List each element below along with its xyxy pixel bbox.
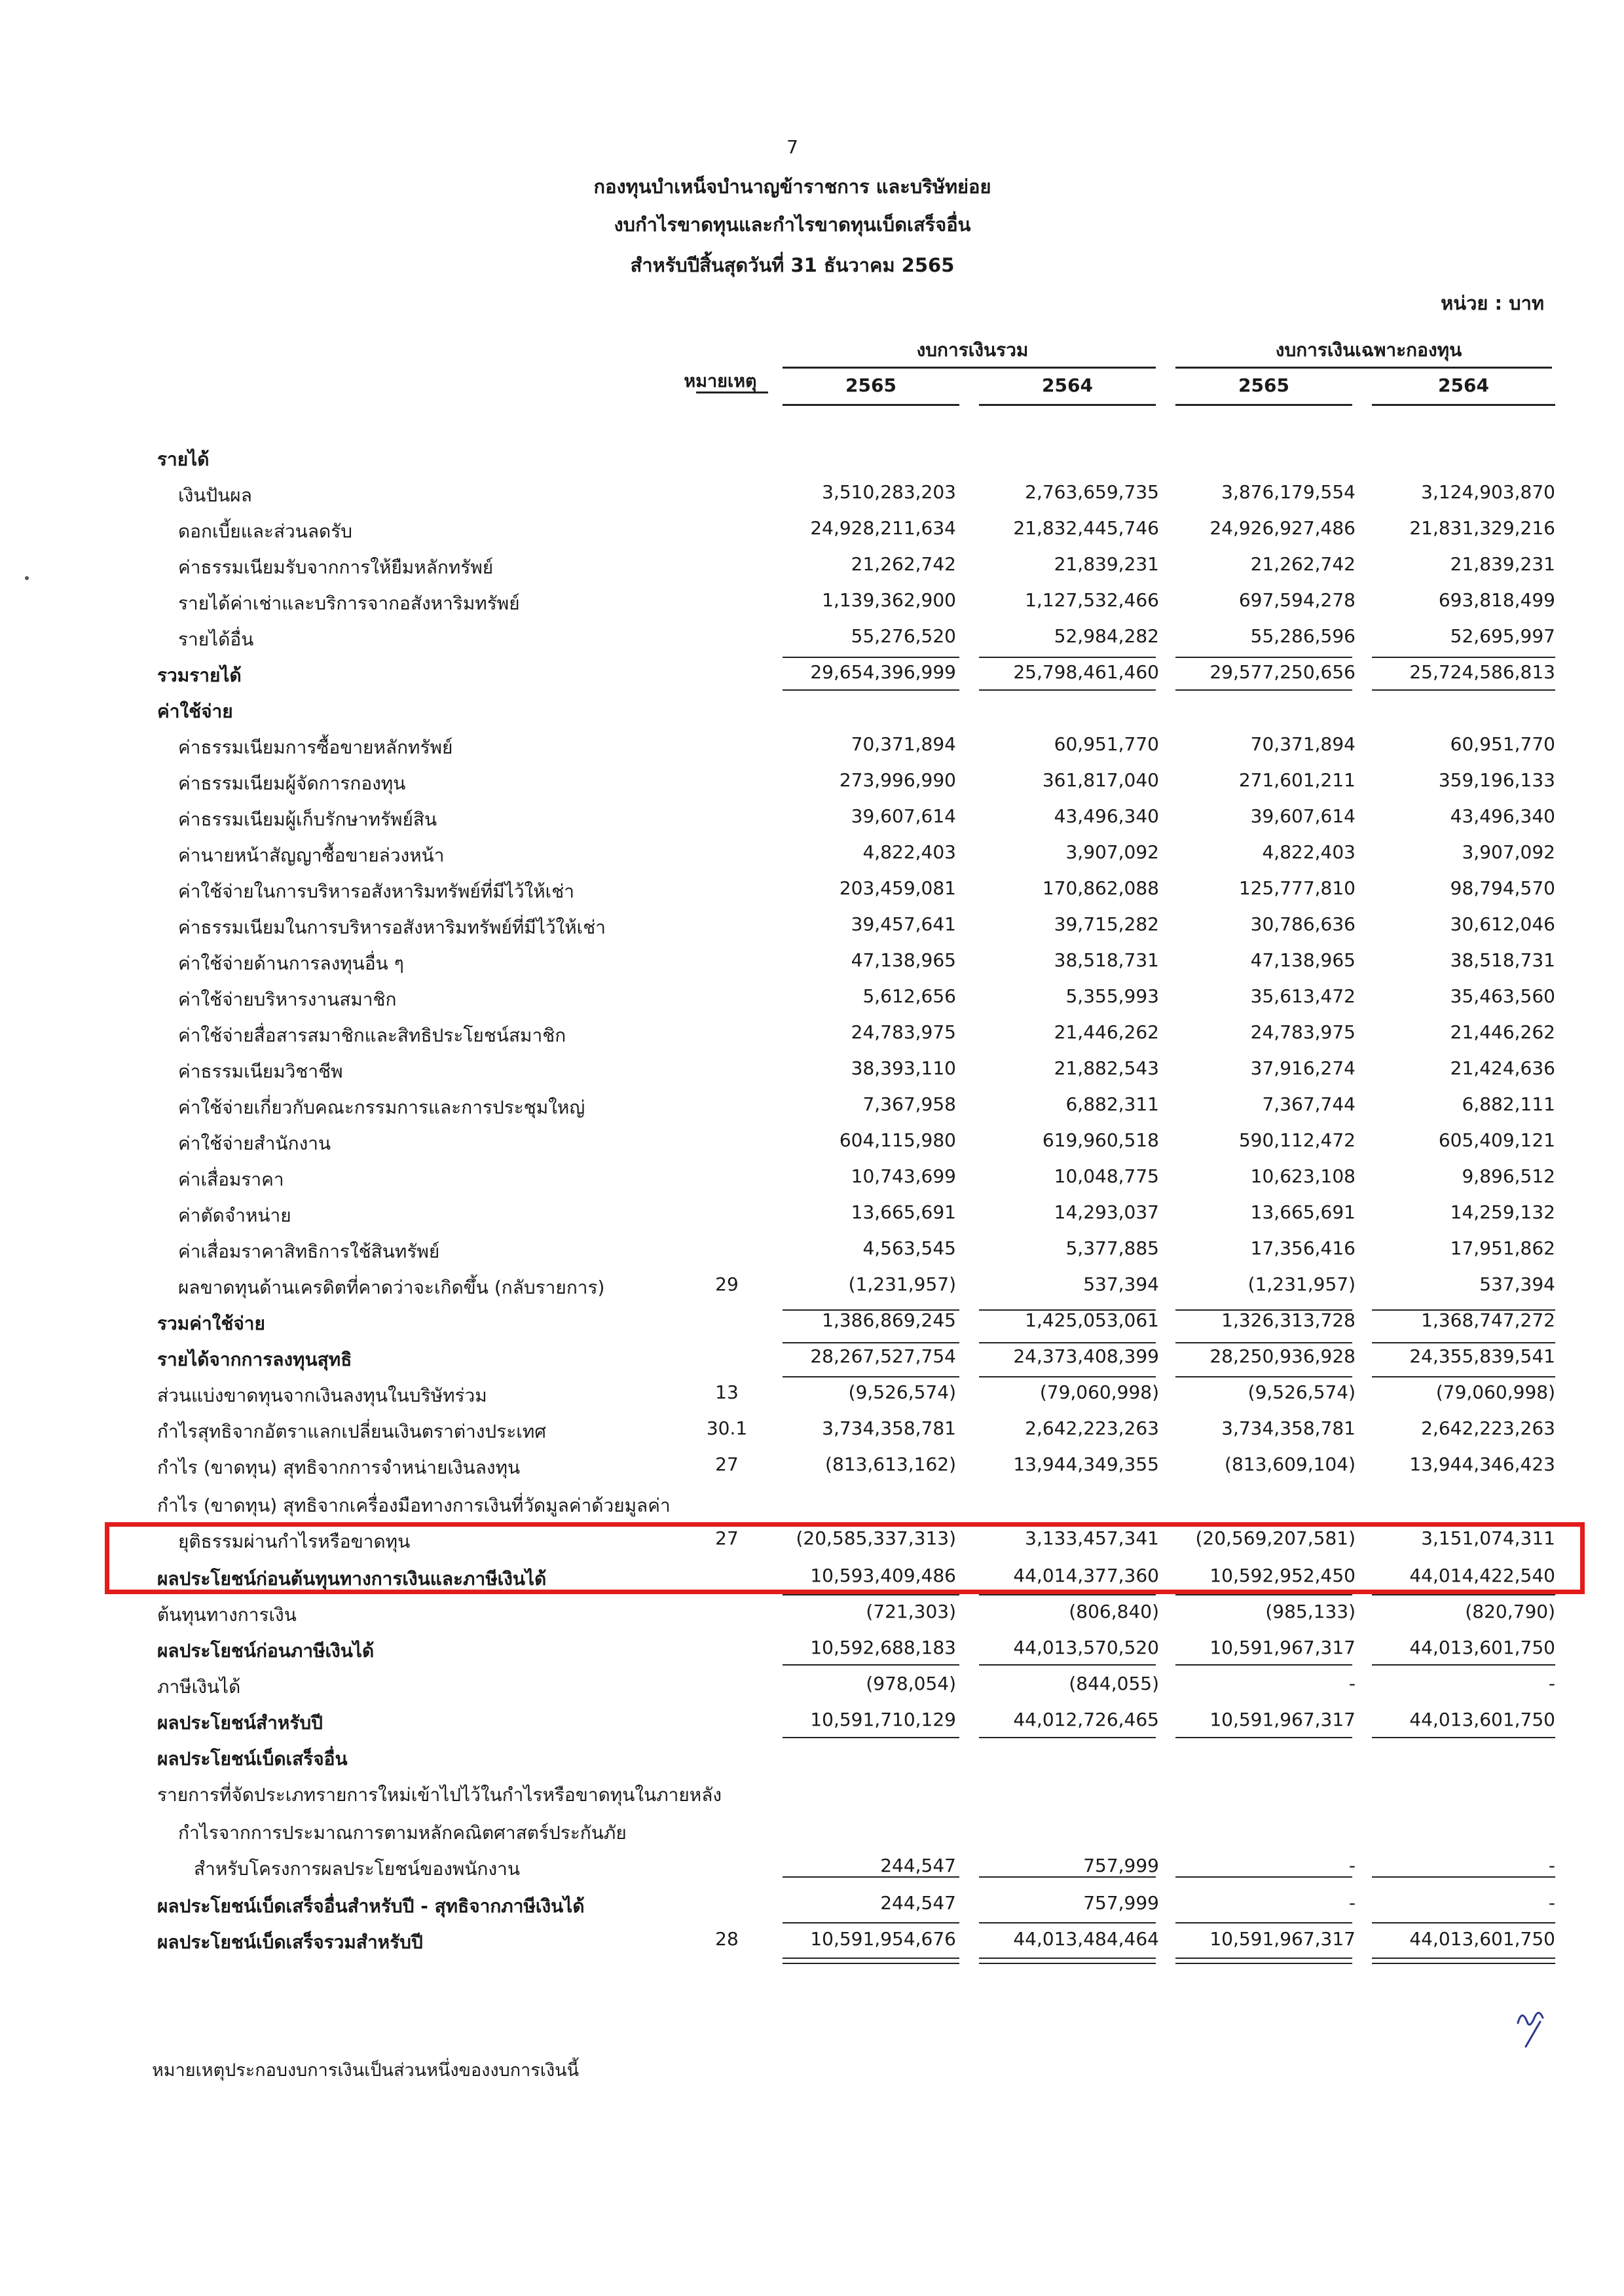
total-rule (1175, 657, 1352, 658)
row-value: 10,743,699 (851, 1165, 956, 1187)
table-row (0, 1231, 1624, 1267)
row-value: 21,262,742 (1250, 553, 1356, 575)
row-value: 38,518,731 (1054, 949, 1159, 971)
total-rule (979, 1958, 1156, 1964)
table-row (0, 1339, 1624, 1376)
table-row (0, 1411, 1624, 1448)
row-label: ค่าธรรมเนียมในการบริหารอสังหาริมทรัพย์ที่มีไว้ให้เช่า (178, 917, 606, 938)
total-rule (979, 1737, 1156, 1738)
row-value: 271,601,211 (1238, 769, 1356, 791)
row-value: 21,262,742 (851, 553, 956, 575)
row-value: 21,424,636 (1450, 1057, 1555, 1079)
row-value: 3,124,903,870 (1421, 481, 1555, 503)
row-value: 1,368,747,272 (1421, 1309, 1555, 1331)
report-title-period: สำหรับปีสิ้นสุดวันที่ 31 ธันวาคม 2565 (630, 254, 955, 276)
row-note: 30.1 (706, 1417, 748, 1439)
row-label: ต้นทุนทางการเงิน (157, 1604, 297, 1626)
row-value: (1,231,957) (1247, 1273, 1356, 1295)
total-rule (783, 1664, 959, 1666)
total-rule (1372, 1876, 1555, 1878)
row-value: 44,013,601,750 (1409, 1709, 1555, 1730)
row-label: ผลประโยชน์ก่อนต้นทุนทางการเงินและภาษีเงินได้ (157, 1568, 547, 1590)
row-label: ค่าเสื่อมราคาสิทธิการใช้สินทรัพย์ (178, 1241, 440, 1262)
total-rule (783, 1958, 959, 1964)
header-year-separate-2565: 2565 (1238, 374, 1289, 396)
row-label: กำไรสุทธิจากอัตราแลกเปลี่ยนเงินตราต่างประเทศ (157, 1421, 547, 1442)
row-value: 693,818,499 (1438, 589, 1555, 611)
row-note: 27 (715, 1527, 739, 1549)
row-value: 43,496,340 (1054, 805, 1159, 827)
row-label: ส่วนแบ่งขาดทุนจากเงินลงทุนในบริษัทร่วม (157, 1385, 487, 1406)
row-label: ค่านายหน้าสัญญาซื้อขายล่วงหน้า (178, 845, 445, 866)
table-row (0, 547, 1624, 583)
row-value: - (1548, 1673, 1555, 1694)
table-row (0, 1848, 1624, 1885)
row-note: 27 (715, 1453, 739, 1475)
row-label: ค่าใช้จ่ายเกี่ยวกับคณะกรรมการและการประชุมใหญ่ (178, 1097, 585, 1118)
row-value: 1,326,313,728 (1221, 1309, 1356, 1331)
row-value: 21,831,329,216 (1409, 517, 1555, 539)
row-value: 244,547 (880, 1892, 956, 1914)
row-label: ค่าใช้จ่ายสำนักงาน (178, 1133, 331, 1154)
row-value: 4,822,403 (1262, 841, 1356, 863)
row-value: - (1348, 1855, 1356, 1876)
total-rule (979, 1342, 1156, 1343)
row-value: 24,355,839,541 (1409, 1345, 1555, 1367)
row-value: 25,798,461,460 (1013, 661, 1159, 683)
row-value: 619,960,518 (1042, 1129, 1159, 1151)
year-rule (1175, 404, 1352, 406)
total-rule (1372, 1594, 1555, 1595)
row-value: 1,425,053,061 (1025, 1309, 1159, 1331)
total-rule (979, 1664, 1156, 1666)
header-consolidated-rule (783, 367, 1156, 369)
row-value: 3,133,457,341 (1025, 1527, 1159, 1549)
row-value: 7,367,744 (1262, 1093, 1356, 1115)
row-value: (79,060,998) (1435, 1381, 1555, 1403)
row-value: 697,594,278 (1238, 589, 1356, 611)
table-row (0, 1922, 1624, 1958)
header-year-consolidated-2564: 2564 (1042, 374, 1093, 396)
row-value: 28,267,527,754 (810, 1345, 956, 1367)
year-rule (979, 404, 1156, 406)
row-label: ค่าใช้จ่ายสื่อสารสมาชิกและสิทธิประโยชน์สมาชิก (178, 1025, 566, 1046)
table-row (0, 475, 1624, 511)
row-value: 35,613,472 (1250, 985, 1356, 1007)
row-label: ภาษีเงินได้ (157, 1676, 241, 1698)
row-value: 4,563,545 (862, 1237, 956, 1259)
page-number: 7 (786, 136, 798, 158)
row-value: (20,569,207,581) (1195, 1527, 1356, 1549)
table-row (0, 1886, 1624, 1922)
row-value: 13,665,691 (851, 1201, 956, 1223)
row-value: 10,591,967,317 (1209, 1637, 1356, 1658)
row-value: 30,612,046 (1450, 913, 1555, 935)
table-row (0, 1812, 1624, 1849)
header-note-rule (696, 392, 768, 393)
total-rule (1372, 1922, 1555, 1923)
row-value: 5,377,885 (1065, 1237, 1159, 1259)
table-row (0, 1159, 1624, 1195)
currency-unit: หน่วย : บาท (1441, 292, 1544, 314)
table-row (0, 943, 1624, 979)
row-value: 39,715,282 (1054, 913, 1159, 935)
total-rule (1175, 1737, 1352, 1738)
total-rule (979, 689, 1156, 691)
row-value: 10,593,409,486 (810, 1565, 956, 1586)
row-value: 70,371,894 (851, 733, 956, 755)
table-row (0, 1485, 1624, 1522)
row-value: (1,231,957) (848, 1273, 956, 1295)
total-rule (783, 657, 959, 658)
total-rule (1372, 1376, 1555, 1377)
total-rule (1372, 1664, 1555, 1666)
table-row (0, 1702, 1624, 1739)
total-rule (1175, 1922, 1352, 1923)
row-value: 21,839,231 (1450, 553, 1555, 575)
row-label: ค่าธรรมเนียมการซื้อขายหลักทรัพย์ (178, 737, 453, 758)
total-rule (1175, 1958, 1352, 1964)
row-value: 3,907,092 (1462, 841, 1555, 863)
row-value: 60,951,770 (1450, 733, 1555, 755)
row-label: ผลประโยชน์เบ็ดเสร็จอื่นสำหรับปี - สุทธิจากภาษีเงินได้ (157, 1895, 585, 1917)
signature-mark (1513, 2003, 1552, 2049)
row-value: 38,518,731 (1450, 949, 1555, 971)
row-value: 537,394 (1083, 1273, 1159, 1295)
row-value: 361,817,040 (1042, 769, 1159, 791)
year-rule (783, 404, 959, 406)
row-value: 44,013,570,520 (1013, 1637, 1159, 1658)
row-value: 44,013,601,750 (1409, 1928, 1555, 1950)
header-separate: งบการเงินเฉพาะกองทุน (1275, 339, 1462, 361)
row-label: ผลประโยชน์เบ็ดเสร็จรวมสำหรับปี (157, 1931, 423, 1953)
table-row (0, 1630, 1624, 1667)
row-note: 28 (715, 1928, 739, 1950)
total-rule (979, 1594, 1156, 1595)
row-value: 6,882,311 (1065, 1093, 1159, 1115)
row-value: 43,496,340 (1450, 805, 1555, 827)
table-row (0, 1303, 1624, 1339)
total-rule (783, 689, 959, 691)
total-rule (1175, 689, 1352, 691)
row-label: ค่าธรรมเนียมวิชาชีพ (178, 1061, 343, 1082)
total-rule (783, 1922, 959, 1923)
total-rule (783, 1876, 959, 1878)
total-rule (1175, 1594, 1352, 1595)
row-value: 10,591,967,317 (1209, 1928, 1356, 1950)
row-value: (721,303) (866, 1601, 956, 1622)
row-value: 44,014,377,360 (1013, 1565, 1159, 1586)
table-row (0, 1015, 1624, 1051)
row-label: ผลประโยชน์สำหรับปี (157, 1712, 323, 1734)
row-value: 29,654,396,999 (810, 661, 956, 683)
row-value: (844,055) (1069, 1673, 1159, 1694)
row-label: สำหรับโครงการผลประโยชน์ของพนักงาน (194, 1858, 520, 1880)
row-value: 17,356,416 (1250, 1237, 1356, 1259)
row-label: รายการที่จัดประเภทรายการใหม่เข้าไปไว้ในกำไรหรือขาดทุนในภายหลัง (157, 1784, 722, 1806)
row-value: 24,783,975 (1250, 1021, 1356, 1043)
row-value: 125,777,810 (1238, 877, 1356, 899)
row-value: 21,446,262 (1450, 1021, 1555, 1043)
total-rule (1175, 1309, 1352, 1311)
report-title-entity: กองทุนบำเหน็จบำนาญข้าราชการ และบริษัทย่อย (593, 175, 991, 198)
row-value: 3,151,074,311 (1421, 1527, 1555, 1549)
row-value: 757,999 (1083, 1855, 1159, 1876)
row-value: 39,457,641 (851, 913, 956, 935)
row-value: 44,012,726,465 (1013, 1709, 1159, 1730)
row-value: 10,592,952,450 (1209, 1565, 1356, 1586)
year-rule (1372, 404, 1555, 406)
row-label: ค่าใช้จ่ายบริหารงานสมาชิก (178, 989, 397, 1010)
row-value: 60,951,770 (1054, 733, 1159, 755)
table-row (0, 763, 1624, 799)
highlight-box (105, 1522, 1585, 1594)
row-value: 39,607,614 (1250, 805, 1356, 827)
row-value: 5,355,993 (1065, 985, 1159, 1007)
table-row (0, 1087, 1624, 1123)
row-value: (813,613,162) (825, 1453, 956, 1475)
row-value: 10,591,954,676 (810, 1928, 956, 1950)
row-value: 39,607,614 (851, 805, 956, 827)
row-value: 24,926,927,486 (1209, 517, 1356, 539)
row-label: รายได้ค่าเช่าและบริการจากอสังหาริมทรัพย์ (178, 592, 520, 614)
total-rule (783, 1737, 959, 1738)
header-year-separate-2564: 2564 (1438, 374, 1489, 396)
row-value: 757,999 (1083, 1892, 1159, 1914)
row-value: 9,896,512 (1462, 1165, 1555, 1187)
row-label: รายได้จากการลงทุนสุทธิ (157, 1349, 352, 1370)
row-value: 17,951,862 (1450, 1237, 1555, 1259)
row-label: ค่าเสื่อมราคา (178, 1169, 284, 1190)
row-value: 14,259,132 (1450, 1201, 1555, 1223)
total-rule (979, 1309, 1156, 1311)
row-value: 24,373,408,399 (1013, 1345, 1159, 1367)
row-value: 3,876,179,554 (1221, 481, 1356, 503)
total-rule (1372, 1309, 1555, 1311)
total-rule (783, 1594, 959, 1595)
table-row (0, 1267, 1624, 1303)
table-row (0, 619, 1624, 655)
table-row (0, 511, 1624, 547)
total-rule (979, 657, 1156, 658)
row-label: ค่าใช้จ่าย (157, 701, 233, 722)
table-row (0, 583, 1624, 619)
row-value: - (1348, 1892, 1356, 1914)
row-value: 13,665,691 (1250, 1201, 1356, 1223)
row-value: 590,112,472 (1238, 1129, 1356, 1151)
row-value: (820,790) (1465, 1601, 1555, 1622)
table-row (0, 1051, 1624, 1087)
row-value: 47,138,965 (1250, 949, 1356, 971)
row-value: 44,014,422,540 (1409, 1565, 1555, 1586)
row-value: 1,386,869,245 (822, 1309, 956, 1331)
total-rule (1175, 1664, 1352, 1666)
total-rule (783, 1342, 959, 1343)
row-value: 35,463,560 (1450, 985, 1555, 1007)
row-value: (9,526,574) (848, 1381, 956, 1403)
row-label: ผลขาดทุนด้านเครดิตที่คาดว่าจะเกิดขึ้น (กลับรายการ) (178, 1277, 605, 1298)
row-value: (978,054) (866, 1673, 956, 1694)
row-value: 10,048,775 (1054, 1165, 1159, 1187)
row-label: รายได้ (157, 448, 210, 470)
row-value: 13,944,349,355 (1013, 1453, 1159, 1475)
row-value: 70,371,894 (1250, 733, 1356, 755)
total-rule (1175, 1376, 1352, 1377)
total-rule (979, 1376, 1156, 1377)
row-value: 13,944,346,423 (1409, 1453, 1555, 1475)
row-value: 44,013,484,464 (1013, 1928, 1159, 1950)
row-label: ผลประโยชน์ก่อนภาษีเงินได้ (157, 1640, 375, 1662)
row-value: - (1548, 1855, 1555, 1876)
row-value: 21,882,543 (1054, 1057, 1159, 1079)
row-value: 10,592,688,183 (810, 1637, 956, 1658)
row-value: 537,394 (1479, 1273, 1555, 1295)
row-value: 25,724,586,813 (1409, 661, 1555, 683)
row-value: 24,783,975 (851, 1021, 956, 1043)
total-rule (783, 1376, 959, 1377)
row-label: กำไร (ขาดทุน) สุทธิจากเครื่องมือทางการเงินที่วัดมูลค่าด้วยมูลค่า (157, 1495, 671, 1516)
row-value: 7,367,958 (862, 1093, 956, 1115)
row-value: 5,612,656 (862, 985, 956, 1007)
table-row (0, 979, 1624, 1015)
row-value: 3,510,283,203 (822, 481, 956, 503)
table-row (0, 835, 1624, 871)
row-value: 21,839,231 (1054, 553, 1159, 575)
table-row (0, 1738, 1624, 1775)
row-value: 55,276,520 (851, 625, 956, 647)
row-value: 6,882,111 (1462, 1093, 1555, 1115)
row-note: 13 (715, 1381, 739, 1403)
table-row (0, 1447, 1624, 1484)
table-row (0, 1594, 1624, 1631)
row-value: 30,786,636 (1250, 913, 1356, 935)
row-label: ค่าใช้จ่ายด้านการลงทุนอื่น ๆ (178, 953, 404, 974)
table-row (0, 1774, 1624, 1811)
total-rule (1372, 1737, 1555, 1738)
row-value: 3,734,358,781 (1221, 1417, 1356, 1439)
total-rule (1372, 1958, 1555, 1964)
row-label: ยุติธรรมผ่านกำไรหรือขาดทุน (178, 1531, 411, 1552)
row-value: 605,409,121 (1438, 1129, 1555, 1151)
row-value: 21,832,445,746 (1013, 517, 1159, 539)
table-row (0, 1123, 1624, 1159)
row-label: ค่าตัดจำหน่าย (178, 1205, 291, 1226)
row-value: 37,916,274 (1250, 1057, 1356, 1079)
table-row (0, 439, 1624, 475)
table-row (0, 871, 1624, 907)
total-rule (1372, 1342, 1555, 1343)
row-note: 29 (715, 1273, 739, 1295)
row-value: (20,585,337,313) (796, 1527, 956, 1549)
row-value: 359,196,133 (1438, 769, 1555, 791)
row-value: 44,013,601,750 (1409, 1637, 1555, 1658)
row-value: 47,138,965 (851, 949, 956, 971)
total-rule (1372, 657, 1555, 658)
row-value: 10,591,710,129 (810, 1709, 956, 1730)
row-value: (9,526,574) (1247, 1381, 1356, 1403)
row-label: ดอกเบี้ยและส่วนลดรับ (178, 520, 353, 542)
table-row (0, 1195, 1624, 1231)
row-value: 21,446,262 (1054, 1021, 1159, 1043)
row-value: 3,907,092 (1065, 841, 1159, 863)
row-value: 244,547 (880, 1855, 956, 1876)
table-row (0, 727, 1624, 763)
row-value: 98,794,570 (1450, 877, 1555, 899)
report-title-statement: งบกำไรขาดทุนและกำไรขาดทุนเบ็ดเสร็จอื่น (614, 213, 971, 236)
header-year-consolidated-2565: 2565 (845, 374, 896, 396)
row-value: 203,459,081 (839, 877, 956, 899)
row-label: เงินปันผล (178, 484, 252, 506)
total-rule (979, 1876, 1156, 1878)
row-label: ค่าธรรมเนียมรับจากการให้ยืมหลักทรัพย์ (178, 556, 494, 578)
row-value: 2,642,223,263 (1025, 1417, 1159, 1439)
row-value: 24,928,211,634 (810, 517, 956, 539)
total-rule (1372, 689, 1555, 691)
row-label: รวมรายได้ (157, 665, 242, 686)
total-rule (979, 1922, 1156, 1923)
row-value: 38,393,110 (851, 1057, 956, 1079)
row-value: 4,822,403 (862, 841, 956, 863)
total-rule (1175, 1342, 1352, 1343)
footnote: หมายเหตุประกอบงบการเงินเป็นส่วนหนึ่งของงบการเงินนี้ (152, 2060, 580, 2081)
row-value: (79,060,998) (1039, 1381, 1159, 1403)
row-value: (813,609,104) (1225, 1453, 1356, 1475)
row-value: - (1348, 1673, 1356, 1694)
row-value: 604,115,980 (839, 1129, 956, 1151)
row-value: 52,695,997 (1450, 625, 1555, 647)
row-value: 1,127,532,466 (1025, 589, 1159, 611)
table-row (0, 1375, 1624, 1412)
row-value: - (1548, 1892, 1555, 1914)
row-value: 170,862,088 (1042, 877, 1159, 899)
row-label: กำไรจากการประมาณการตามหลักคณิตศาสตร์ประกันภัย (178, 1822, 627, 1844)
row-label: ผลประโยชน์เบ็ดเสร็จอื่น (157, 1748, 348, 1770)
row-value: 29,577,250,656 (1209, 661, 1356, 683)
row-label: ค่าใช้จ่ายในการบริหารอสังหาริมทรัพย์ที่มีไว้ให้เช่า (178, 881, 574, 902)
row-label: กำไร (ขาดทุน) สุทธิจากการจำหน่ายเงินลงทุน (157, 1457, 521, 1478)
row-value: 28,250,936,928 (1209, 1345, 1356, 1367)
row-label: รวมค่าใช้จ่าย (157, 1313, 265, 1334)
total-rule (783, 1309, 959, 1311)
header-separate-rule (1175, 367, 1552, 369)
table-row (0, 907, 1624, 943)
row-value: 2,642,223,263 (1421, 1417, 1555, 1439)
row-value: 55,286,596 (1250, 625, 1356, 647)
table-row (0, 1666, 1624, 1703)
table-row (0, 655, 1624, 691)
row-value: 10,591,967,317 (1209, 1709, 1356, 1730)
row-label: ค่าธรรมเนียมผู้จัดการกองทุน (178, 773, 406, 794)
total-rule (1175, 1876, 1352, 1878)
row-value: 1,139,362,900 (822, 589, 956, 611)
row-value: 2,763,659,735 (1025, 481, 1159, 503)
row-value: 52,984,282 (1054, 625, 1159, 647)
row-value: 3,734,358,781 (822, 1417, 956, 1439)
table-row (0, 691, 1624, 727)
header-note: หมายเหตุ (684, 371, 757, 392)
row-value: (985,133) (1265, 1601, 1356, 1622)
row-label: รายได้อื่น (178, 629, 254, 650)
row-value: 14,293,037 (1054, 1201, 1159, 1223)
table-row (0, 799, 1624, 835)
header-consolidated: งบการเงินรวม (916, 339, 1029, 361)
row-value: 10,623,108 (1250, 1165, 1356, 1187)
row-value: (806,840) (1069, 1601, 1159, 1622)
row-label: ค่าธรรมเนียมผู้เก็บรักษาทรัพย์สิน (178, 809, 437, 830)
row-value: 273,996,990 (839, 769, 956, 791)
